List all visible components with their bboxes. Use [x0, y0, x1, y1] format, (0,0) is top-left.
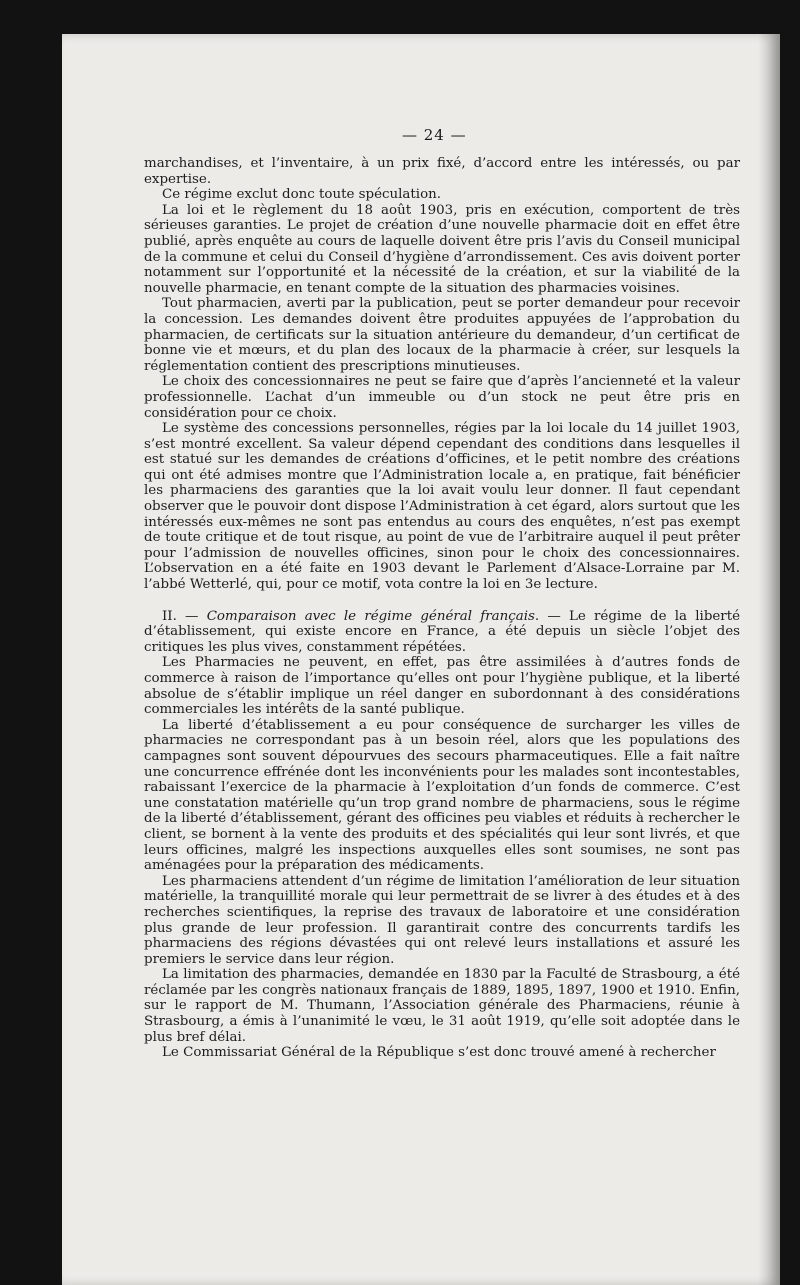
paragraph: Le système des concessions personnelles, régies par la loi locale du 14 juillet 1903, s’est montré excellent. Sa valeur dépend cependant des conditions dans lesquelles il est statué sur les demandes de créations d’officines, et le petit nombre des créations qui ont été admises montre que l’Administration locale a, en pratique, fait bénéficier les pharmaciens des garanties que la loi avait voulu leur donner. Il faut cependant observer que le pouvoir dont dispose l’Administration à cet égard, alors surtout que les intéressés eux-mêmes ne sont pas entendus au cours des enquêtes, n’est pas exempt de toute critique et de tout risque, au point de vue de l’arbitraire auquel il peut prêter pour l’admission de nouvelles officines, sinon pour le choix des concessionnaires. L’observation en a été faite en 1903 devant le Parlement d’Alsace-Lorraine par M. l’abbé Wetterlé, qui, pour ce motif, vota contre la loi en 3e lecture. [144, 421, 740, 593]
paragraph: Les Pharmacies ne peuvent, en effet, pas être assimilées à d’autres fonds de commerce à raison de l’importance qu’elles ont pour l’hygiène publique, et la liberté absolue de s’établir implique un réel danger en subordonnant à des considérations commerciales les intérêts de la santé publique. [144, 655, 740, 718]
page-number: — 24 — [402, 126, 467, 144]
paragraph-continuation: marchandises, et l’inventaire, à un prix fixé, d’accord entre les intéressés, ou par expertise. [144, 156, 740, 187]
section-number: II. — [162, 608, 199, 624]
page-spine-shadow [758, 34, 780, 1285]
page-body [144, 156, 740, 1061]
paragraph: Les pharmaciens attendent d’un régime de limitation l’amélioration de leur situation matérielle, la tranquillité morale qui leur permettrait de se livrer à des études et à des recherches scientifiques, la reprise des travaux de laboratoire et une considération plus grande de leur profession. Il garantirait contre des concurrents tardifs les pharmaciens des régions dévastées qui ont relevé leurs installations et assuré les premiers le service dans leur région. [144, 873, 740, 967]
paragraph: Ce régime exclut donc toute spéculation. [162, 187, 442, 203]
paragraph: Le choix des concessionnaires ne peut se faire que d’après l’ancienneté et la valeur professionnelle. L’achat d’un immeuble ou d’un stock ne peut être pris en considération pour ce choix. [144, 374, 740, 421]
paragraph: La limitation des pharmacies, demandée en 1830 par la Faculté de Strasbourg, a été réclamée par les congrès nationaux français de 1889, 1895, 1897, 1900 et 1910. Enfin, sur le rapport de M. Thumann, l’Association générale des Pharmaciens, réunie à Strasbourg, a émis à l’unanimité le vœu, le 31 août 1919, qu’elle soit adoptée dans le plus bref délai. [144, 967, 740, 1045]
paragraph: Tout pharmacien, averti par la publication, peut se porter demandeur pour recevoir la concession. Les demandes doivent être produites appuyées de l’approbation du pharmacien, de certificats sur la situation antérieure du demandeur, d’un certificat de bonne vie et mœurs, et du plan des locaux de la pharmacie à créer, sur lesquels la réglementation contient des prescriptions minutieuses. [144, 296, 740, 374]
book-page [62, 34, 780, 1285]
section-text: — Le régime de la liberté d’établissement, qui existe encore en France, a été depuis un siècle l’objet des critiques les plus vives, constamment répétées. [144, 608, 741, 655]
paragraph: La liberté d’établissement a eu pour conséquence de surcharger les villes de pharmacies ne correspondant pas à un besoin réel, alors que les populations des campagnes sont souvent dépourvues des secours pharmaceutiques. Elle a fait naître une concurrence effrénée dont les inconvénients pour les malades sont incontestables, rabaissant l’exercice de la pharmacie à l’exploitation d’un fonds de commerce. C’est une constatation matérielle qu’un trop grand nombre de pharmaciens, sous le régime de la liberté d’établissement, gérant des officines peu viables et réduits à rechercher le client, se bornent à la vente des produits et des spécialités qui leur sont livrés, et que leurs officines, malgré les inspections auxquelles elles sont soumises, ne sont pas aménagées pour la préparation des médicaments. [144, 717, 740, 874]
section-paragraph [144, 609, 740, 656]
section-title: Comparaison avec le régime général français. [206, 608, 540, 624]
paragraph: Le Commissariat Général de la République s’est donc trouvé amené à rechercher [162, 1045, 716, 1061]
paragraph: La loi et le règlement du 18 août 1903, pris en exécution, comportent de très sérieuses garanties. Le projet de création d’une nouvelle pharmacie doit en effet être publié, après enquête au cours de laquelle doivent être pris l’avis du Conseil municipal de la commune et celui du Conseil d’hygiène d’arrondissement. Ces avis doivent porter notamment sur l’opportunité et la nécessité de la création, et sur la viabilité de la nouvelle pharmacie, en tenant compte de la situation des pharmacies voisines. [144, 202, 740, 296]
